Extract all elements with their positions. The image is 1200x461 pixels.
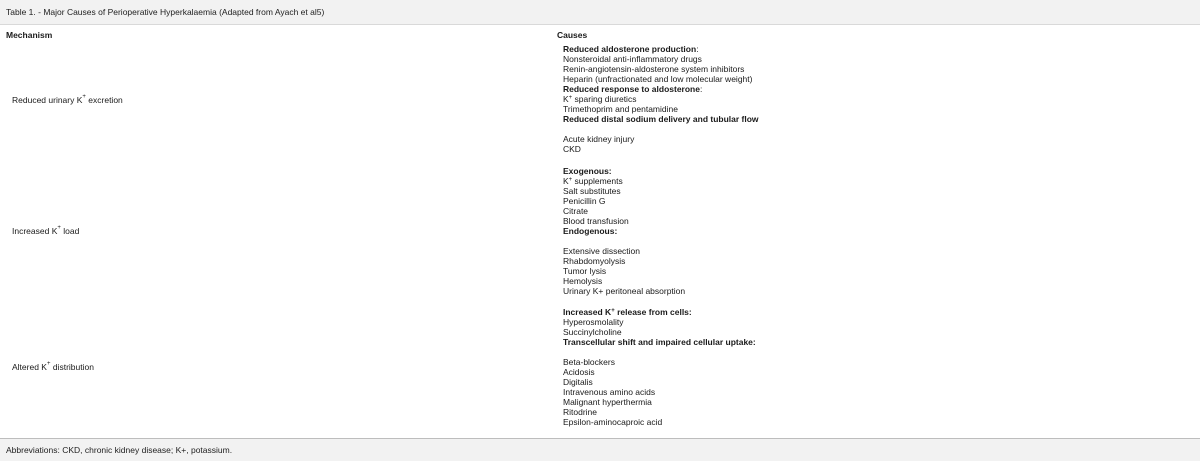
superscript: + xyxy=(82,94,86,100)
cause-text: Digitalis xyxy=(563,377,593,387)
mechanism-text: Altered K xyxy=(12,362,47,372)
cause-item xyxy=(563,206,685,216)
mechanism-text: Reduced urinary K xyxy=(12,95,83,105)
cause-item xyxy=(563,196,685,206)
table-caption-text: Table 1. - Major Causes of Perioperative Hyperkalaemia (Adapted from Ayach et al5) xyxy=(6,7,325,17)
cause-item xyxy=(563,397,756,407)
cause-text: Acute kidney injury xyxy=(563,134,635,144)
cause-text-part: supplements xyxy=(572,176,623,186)
cause-text: Reduced response to aldosterone xyxy=(563,84,700,94)
cause-item xyxy=(563,367,756,377)
cause-item xyxy=(563,74,759,84)
cause-subheading xyxy=(563,84,759,94)
superscript: + xyxy=(46,361,51,367)
mechanism-text-suffix: excretion xyxy=(85,95,123,105)
cause-text: Blood transfusion xyxy=(563,216,629,226)
cause-item xyxy=(563,216,685,226)
cause-item xyxy=(563,317,756,327)
cause-subheading xyxy=(563,337,756,347)
cause-item xyxy=(563,357,756,367)
cause-text: Epsilon-aminocaproic acid xyxy=(563,417,663,427)
cause-item xyxy=(563,246,685,256)
cause-text: Urinary K+ peritoneal absorption xyxy=(563,286,686,296)
cause-text-part: + xyxy=(568,177,573,183)
cause-text: Salt substitutes xyxy=(563,186,621,196)
cause-item xyxy=(563,327,756,337)
cause-subheading xyxy=(563,226,685,236)
superscript: + xyxy=(57,225,61,231)
spacer xyxy=(563,236,685,246)
cause-text: Hemolysis xyxy=(563,276,603,286)
causes-cell xyxy=(563,307,756,427)
cause-item xyxy=(563,417,756,427)
cause-item xyxy=(563,134,759,144)
cause-text: Trimethoprim and pentamidine xyxy=(563,104,678,114)
table-caption xyxy=(0,0,1200,25)
mechanism-text: Increased K xyxy=(12,226,58,236)
table-footer xyxy=(0,439,1200,461)
abbreviations-note: Abbreviations: CKD, chronic kidney disease; K+, potassium. xyxy=(6,445,233,455)
cause-text: Ritodrine xyxy=(563,407,598,417)
cause-item xyxy=(563,276,685,286)
mechanism-cell xyxy=(12,95,123,105)
mechanism-column-header: Mechanism xyxy=(6,30,53,40)
cause-text: Rhabdomyolysis xyxy=(563,256,626,266)
cause-item xyxy=(563,186,685,196)
cause-item xyxy=(563,94,759,104)
cause-text-part: Increased K xyxy=(563,307,612,317)
cause-text: Penicillin G xyxy=(563,196,606,206)
cause-item xyxy=(563,286,685,296)
cause-item xyxy=(563,387,756,397)
causes-column-header: Causes xyxy=(557,30,588,40)
cause-text: Extensive dissection xyxy=(563,246,641,256)
table-header xyxy=(0,25,1200,43)
causes-cell xyxy=(563,166,685,296)
spacer xyxy=(563,124,759,134)
cause-text: Tumor lysis xyxy=(563,266,607,276)
cause-text: Reduced distal sodium delivery and tubular flow xyxy=(563,114,759,124)
cause-item xyxy=(563,266,685,276)
table-body xyxy=(0,43,1200,439)
cause-text-part: + xyxy=(568,95,573,101)
cause-text: Acidosis xyxy=(563,367,595,377)
cause-item xyxy=(563,377,756,387)
cause-text: Intravenous amino acids xyxy=(563,387,656,397)
cause-subheading xyxy=(563,114,759,124)
cause-text-part: release from cells: xyxy=(614,307,692,317)
cause-item xyxy=(563,54,759,64)
causes-cell xyxy=(563,44,759,154)
cause-text: Exogenous: xyxy=(563,166,612,176)
cause-text: Citrate xyxy=(563,206,589,216)
cause-text: Reduced aldosterone production xyxy=(563,44,697,54)
cause-text-suffix: : xyxy=(699,84,703,94)
cause-text: Succinylcholine xyxy=(563,327,622,337)
cause-text-part: sparing diuretics xyxy=(572,94,637,104)
cause-subheading xyxy=(563,44,759,54)
cause-item xyxy=(563,407,756,417)
spacer xyxy=(563,347,756,357)
cause-text: Renin-angiotensin-aldosterone system inhibitors xyxy=(563,64,745,74)
cause-text: Nonsteroidal anti-inflammatory drugs xyxy=(563,54,702,64)
mechanism-text-suffix: distribution xyxy=(50,362,94,372)
cause-subheading xyxy=(563,307,756,317)
cause-subheading xyxy=(563,166,685,176)
cause-item xyxy=(563,104,759,114)
cause-item xyxy=(563,144,759,154)
mechanism-text-suffix: load xyxy=(60,226,80,236)
cause-text-suffix: : xyxy=(696,44,699,54)
cause-item xyxy=(563,176,685,186)
cause-text-part: K xyxy=(563,176,569,186)
cause-item xyxy=(563,256,685,266)
cause-text: Hyperosmolality xyxy=(563,317,624,327)
cause-text: Transcellular shift and impaired cellular uptake: xyxy=(563,337,756,347)
cause-text: Heparin (unfractionated and low molecular weight) xyxy=(563,74,753,84)
mechanism-cell xyxy=(12,362,94,372)
cause-text: Beta-blockers xyxy=(563,357,615,367)
cause-text: Endogenous: xyxy=(563,226,618,236)
cause-text: CKD xyxy=(563,144,581,154)
cause-item xyxy=(563,64,759,74)
cause-text-part: + xyxy=(611,308,615,314)
cause-text: Malignant hyperthermia xyxy=(563,397,652,407)
cause-text-part: K xyxy=(563,94,569,104)
mechanism-cell xyxy=(12,226,79,236)
